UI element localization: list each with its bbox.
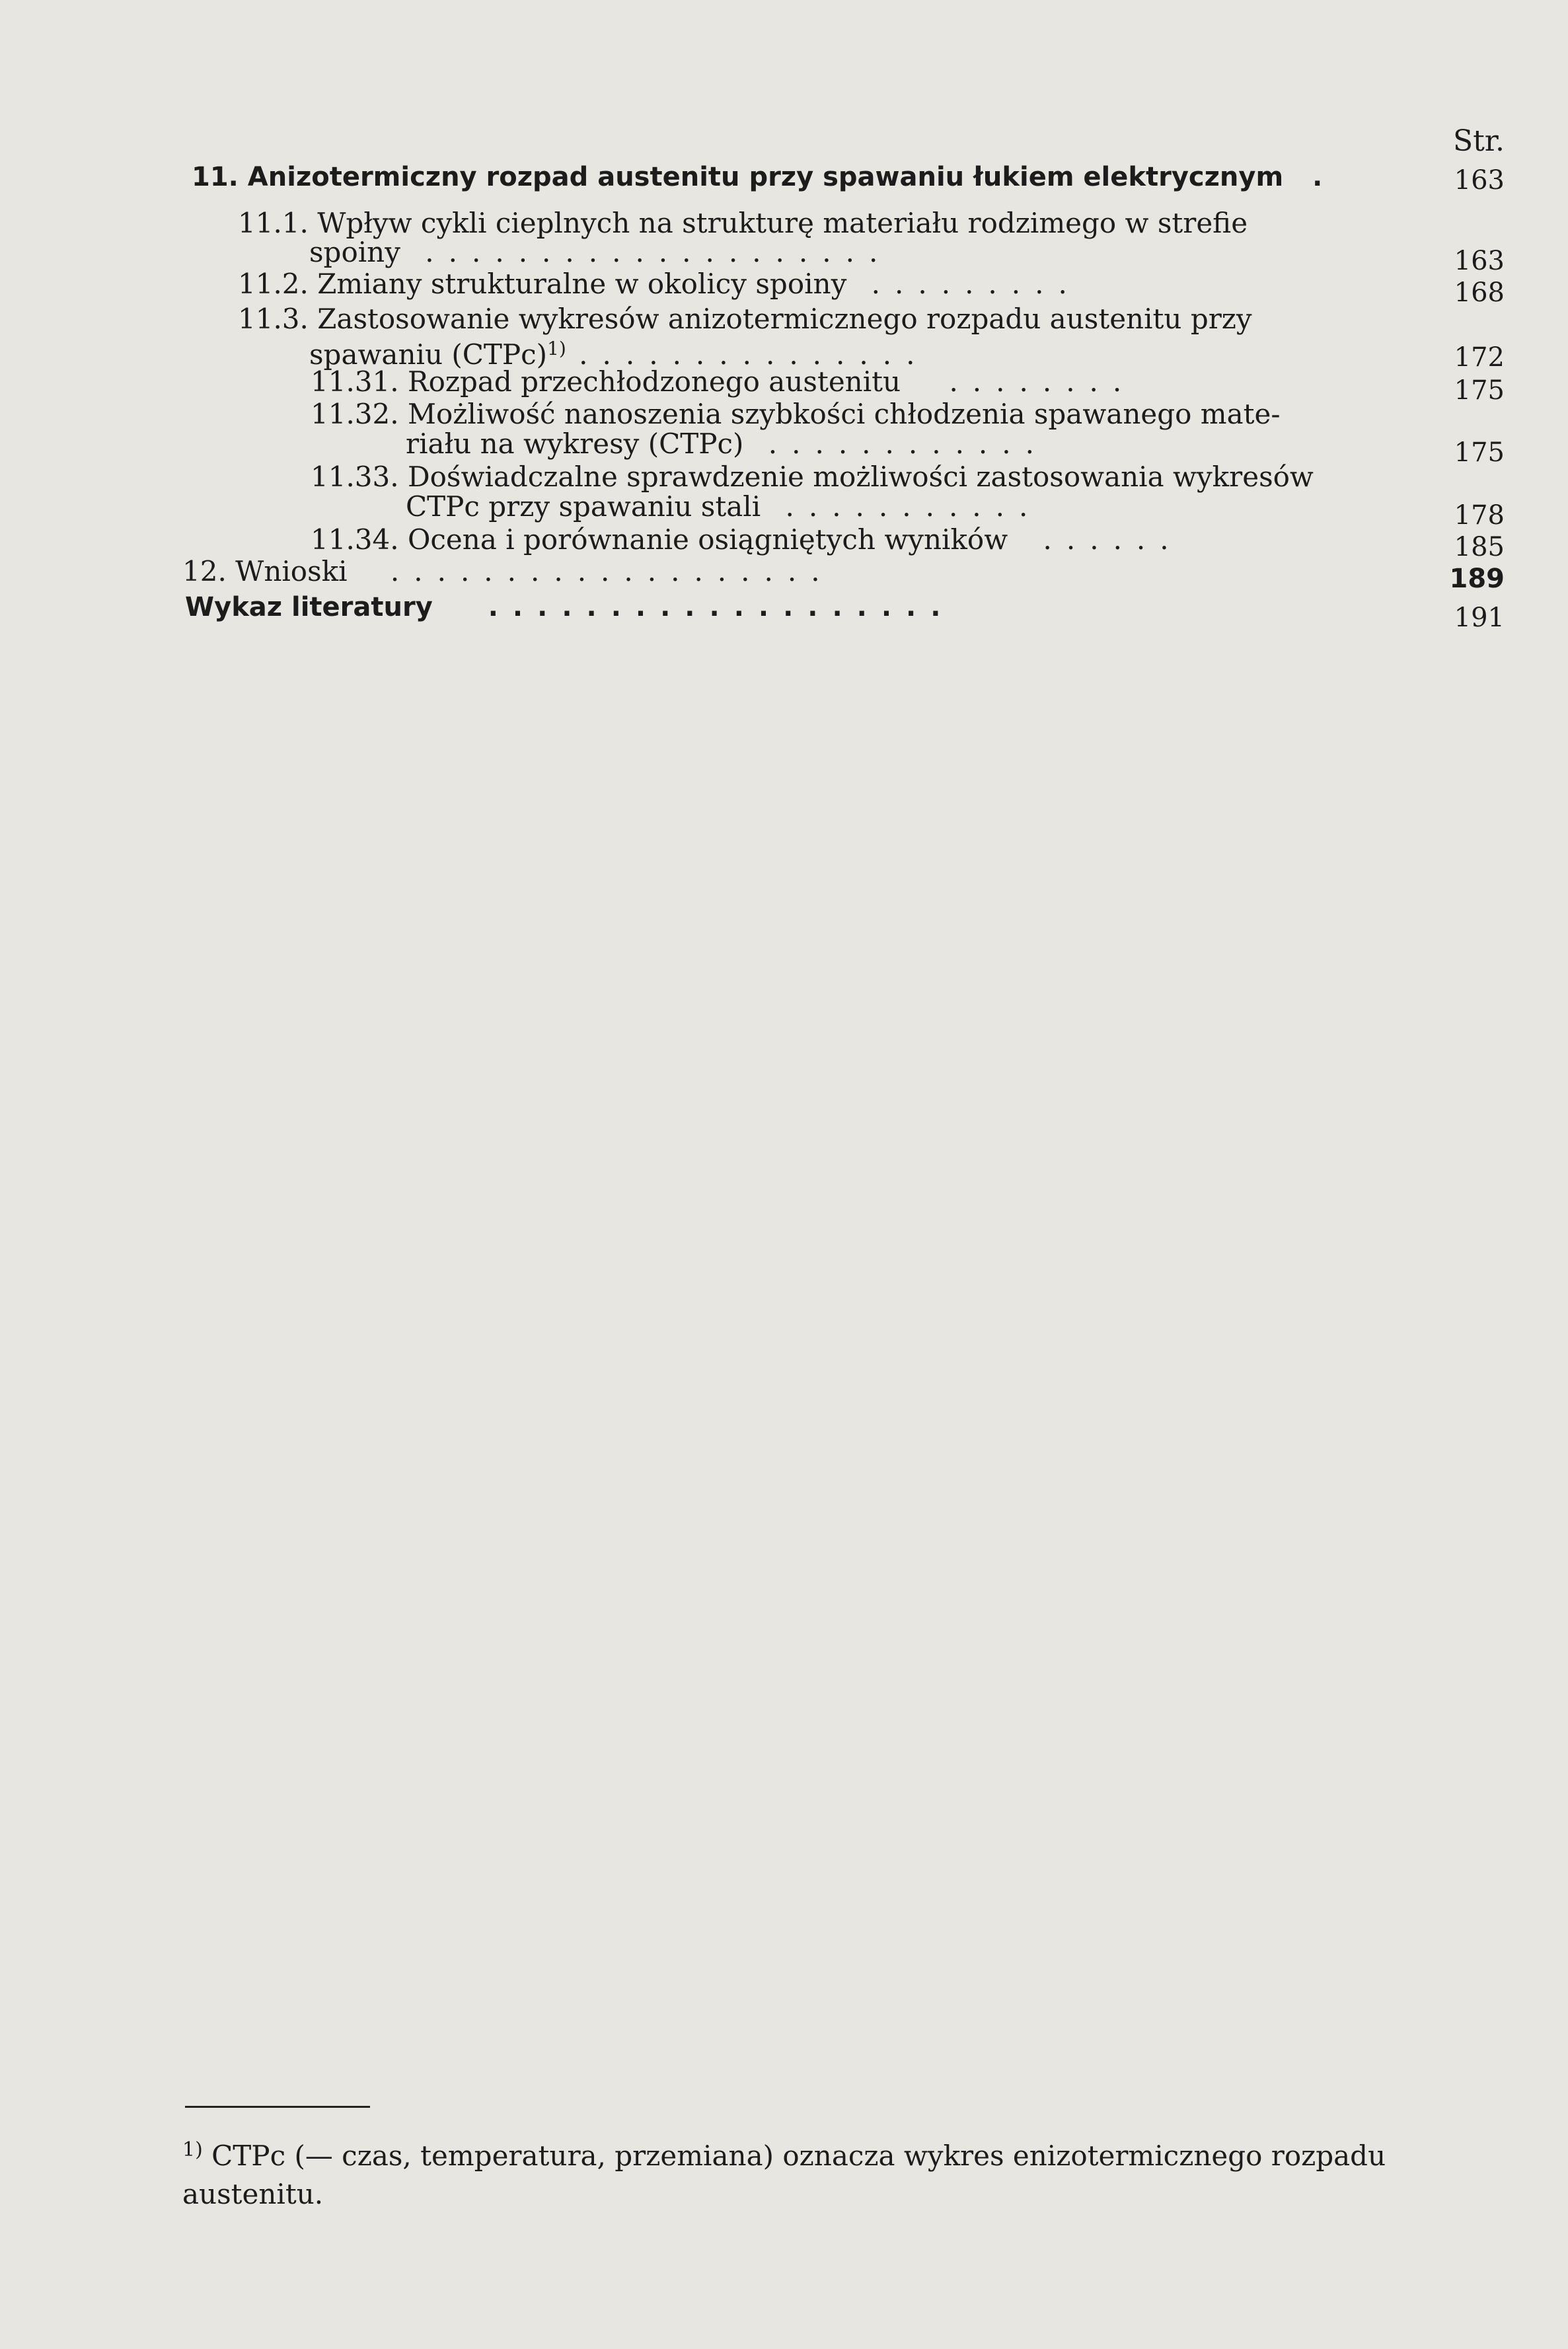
entry-title: Wykaz literatury — [185, 592, 433, 622]
toc-entry-11-34 — [311, 523, 1183, 556]
entry-number: 12. — [182, 555, 227, 587]
leader-dots: ......... — [871, 268, 1082, 300]
page-column-header: Str. — [1452, 124, 1505, 158]
page-number: 163 — [1454, 165, 1505, 196]
entry-number: 11. — [192, 162, 239, 192]
entry-title-line2: spawaniu (CTPc) — [309, 338, 548, 371]
toc-entry-11-3 — [238, 303, 1252, 336]
entry-number: 11.2. — [238, 268, 309, 300]
entry-title: Zmiany strukturalne w okolicy spoiny — [317, 268, 847, 300]
leader-dots: ........ — [949, 365, 1137, 398]
entry-number: 11.33. — [311, 461, 399, 493]
entry-title-line2: spoiny — [309, 236, 400, 268]
leader-dots: ........... — [785, 490, 1043, 523]
footnote — [182, 2131, 1517, 2214]
page-number: 168 — [1454, 278, 1505, 308]
page-number: 189 — [1449, 564, 1505, 594]
toc-entry-11-32-cont — [406, 428, 1049, 461]
page-number: 175 — [1454, 437, 1505, 468]
page-number: 175 — [1454, 375, 1505, 406]
entry-title: Rozpad przechłodzonego austenitu — [407, 365, 901, 398]
leader-dots: .................... — [425, 236, 893, 268]
entry-title: Anizotermiczny rozpad austenitu przy spawaniu łukiem elektrycznym — [247, 162, 1284, 192]
page-number: 178 — [1454, 500, 1505, 531]
entry-title-line1: Wpływ cykli cieplnych na strukturę materiału rodzimego w strefie — [317, 207, 1248, 239]
toc-entry-11-31 — [311, 365, 1136, 398]
entry-title: Ocena i porównanie osiągniętych wyników — [407, 523, 1008, 556]
entry-title-line2: riału na wykresy (CTPc) — [406, 428, 744, 460]
footnote-divider — [185, 2106, 370, 2108]
footnote-marker: 1) — [182, 2138, 203, 2161]
entry-title-line1: Zastosowanie wykresów anizotermicznego rozpadu austenitu przy — [317, 303, 1252, 335]
toc-entry-11-1 — [238, 207, 1248, 240]
leader-dots: ............... — [579, 338, 930, 371]
entry-number: 11.34. — [311, 523, 399, 556]
footnote-text: CTPc (— czas, temperatura, przemiana) oznacza wykres enizotermicznego rozpadu austenitu. — [182, 2140, 1386, 2210]
toc-entry-11-33-cont — [406, 490, 1042, 523]
toc-entry-11-1-cont — [309, 236, 892, 269]
page-number: 172 — [1454, 342, 1505, 373]
entry-number: 11.31. — [311, 365, 399, 398]
footnote-ref: 1) — [547, 338, 566, 359]
toc-entry-11-33 — [311, 461, 1314, 494]
toc-entry-12 — [182, 555, 835, 588]
leader-dots: . — [1312, 162, 1337, 192]
leader-dots: ............ — [768, 428, 1049, 460]
entry-number: 11.3. — [238, 303, 309, 335]
entry-number: 11.32. — [311, 398, 399, 430]
toc-entry-11-2 — [238, 268, 1082, 301]
entry-title-line2: CTPc przy spawaniu stali — [406, 490, 761, 523]
leader-dots: ................... — [390, 555, 835, 587]
leader-dots: ...... — [1043, 523, 1183, 556]
page-number: 191 — [1454, 603, 1505, 633]
page-number: 185 — [1454, 532, 1505, 562]
entry-title: Wnioski — [235, 555, 348, 587]
entry-title-line1: Możliwość nanoszenia szybkości chłodzenia spawanego mate- — [407, 398, 1281, 430]
toc-entry-bibliography — [185, 591, 955, 624]
leader-dots: ................... — [488, 592, 955, 622]
toc-entry-11-32 — [311, 398, 1281, 431]
entry-title-line1: Doświadczalne sprawdzenie możliwości zastosowania wykresów — [407, 461, 1314, 493]
page-number: 163 — [1454, 246, 1505, 276]
entry-number: 11.1. — [238, 207, 309, 239]
toc-entry-11 — [192, 161, 1337, 194]
